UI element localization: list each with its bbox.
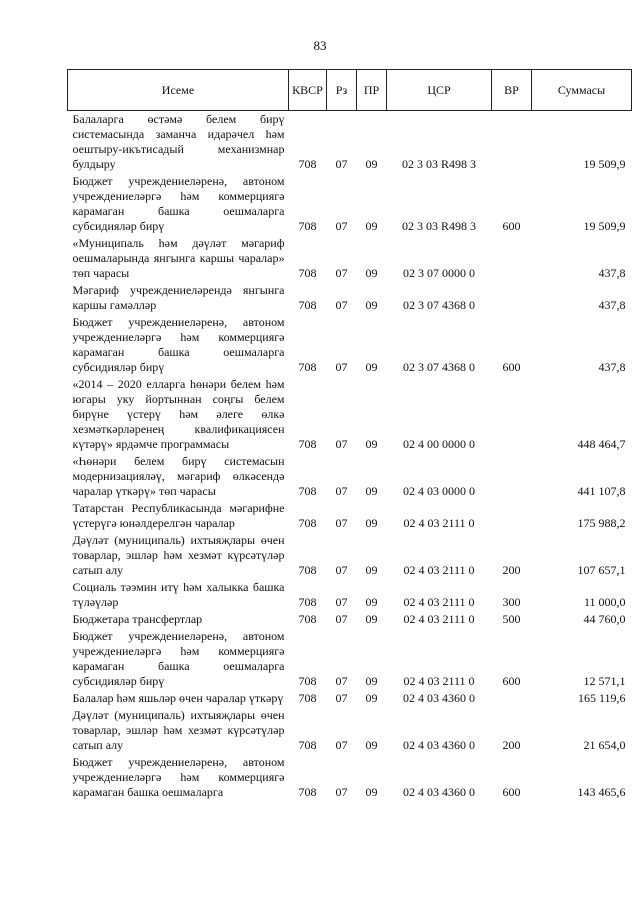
row-kvsr: 708: [298, 484, 317, 498]
row-csr: 02 3 07 0000 0: [403, 266, 475, 280]
row-kvsr: 708: [298, 266, 317, 280]
row-name: «Һөнәри белем бирү системасын модернизацияләү, мәгариф өлкәсендә чаралар үткәрү» төп чарасы: [72, 454, 285, 498]
row-pr: 09: [365, 157, 378, 171]
row-sum: 441 107,8: [577, 484, 626, 498]
row-vr: 300: [502, 595, 521, 609]
header-kvsr: КВСР: [289, 70, 327, 111]
row-csr: 02 3 03 R498 3: [401, 219, 476, 233]
row-sum: 143 465,6: [577, 785, 626, 799]
row-pr: 09: [365, 785, 378, 799]
table-header: [68, 70, 632, 111]
row-sum: 165 119,6: [577, 691, 626, 705]
row-csr: 02 4 03 2111 0: [403, 595, 475, 609]
row-rz: 07: [335, 612, 348, 626]
row-pr: 09: [365, 563, 378, 577]
row-rz: 07: [335, 484, 348, 498]
row-kvsr: 708: [298, 437, 317, 451]
row-pr: 09: [365, 484, 378, 498]
row-csr: 02 3 03 R498 3: [401, 157, 476, 171]
row-pr: 09: [365, 266, 378, 280]
row-pr: 09: [365, 437, 378, 451]
row-pr: 09: [365, 595, 378, 609]
row-rz: 07: [335, 595, 348, 609]
row-vr: 600: [502, 219, 521, 233]
row-pr: 09: [365, 298, 378, 312]
table-row: [68, 532, 632, 579]
row-pr: 09: [365, 516, 378, 530]
row-rz: 07: [335, 563, 348, 577]
table-row: [68, 690, 632, 707]
row-pr: 09: [365, 674, 378, 688]
row-sum: 44 760,0: [583, 612, 626, 626]
row-vr: 600: [502, 785, 521, 799]
row-sum: 19 509,9: [583, 157, 626, 171]
row-csr: 02 4 03 2111 0: [403, 563, 475, 577]
row-sum: 19 509,9: [583, 219, 626, 233]
row-sum: 175 988,2: [577, 516, 626, 530]
row-rz: 07: [335, 785, 348, 799]
table-row: [68, 235, 632, 282]
row-kvsr: 708: [298, 612, 317, 626]
table-row: [68, 111, 632, 174]
row-csr: 02 4 03 2111 0: [403, 516, 475, 530]
row-name: Бюджет учреждениеләренә, автоном учреждениеләргә һәм коммерциягә карамаган башка оешмаларга субсидияләр бирү: [72, 174, 285, 233]
row-sum: 21 654,0: [583, 738, 626, 752]
row-csr: 02 4 03 4360 0: [403, 785, 475, 799]
table-row: [68, 611, 632, 628]
table-row: [68, 579, 632, 611]
header-name: Исеме: [68, 70, 289, 111]
row-rz: 07: [335, 266, 348, 280]
row-rz: 07: [335, 157, 348, 171]
row-rz: 07: [335, 674, 348, 688]
table-row: [68, 754, 632, 801]
header-sum: Суммасы: [532, 70, 632, 111]
row-kvsr: 708: [298, 691, 317, 705]
row-kvsr: 708: [298, 595, 317, 609]
row-rz: 07: [335, 219, 348, 233]
row-vr: [492, 690, 532, 707]
row-name: Бюджет учреждениеләренә, автоном учреждениеләргә һәм коммерциягә карамаган башка оешмаларга: [72, 755, 285, 799]
row-sum: 437,8: [598, 360, 626, 374]
table-row: [68, 707, 632, 754]
row-vr: 600: [502, 674, 521, 688]
row-name: Мәгариф учреждениеләрендә янгынга каршы гамәлләр: [72, 283, 285, 312]
row-sum: 11 000,0: [583, 595, 626, 609]
row-kvsr: 708: [298, 360, 317, 374]
page-number: 83: [313, 38, 327, 53]
table-row: [68, 314, 632, 376]
row-rz: 07: [335, 298, 348, 312]
header-rz: Рз: [327, 70, 357, 111]
row-name: Татарстан Республикасында мәгарифне үстерүгә юнәлдерелгән чаралар: [72, 501, 285, 530]
row-rz: 07: [335, 437, 348, 451]
row-rz: 07: [335, 516, 348, 530]
row-vr: [492, 376, 532, 453]
row-rz: 07: [335, 360, 348, 374]
table-row: [68, 173, 632, 235]
row-csr: 02 4 03 2111 0: [403, 674, 475, 688]
row-name: «2014 – 2020 елларга һөнәри белем һәм югары уку йортыннан соңгы белем бирүне үстерү һәм әлеге өлкә хезмәткәрләренең квалификациясен күтәрү» ярдәмче программасы: [72, 377, 285, 451]
row-pr: 09: [365, 738, 378, 752]
row-pr: 09: [365, 360, 378, 374]
row-vr: [492, 500, 532, 532]
row-pr: 09: [365, 691, 378, 705]
row-pr: 09: [365, 219, 378, 233]
row-rz: 07: [335, 691, 348, 705]
row-csr: 02 3 07 4368 0: [403, 360, 475, 374]
header-csr: ЦСР: [387, 70, 492, 111]
row-pr: 09: [365, 612, 378, 626]
row-vr: [492, 282, 532, 314]
row-kvsr: 708: [298, 219, 317, 233]
row-name: Бюджетара трансфертлар: [72, 612, 203, 626]
table-row: [68, 628, 632, 690]
row-csr: 02 4 00 0000 0: [403, 437, 475, 451]
table-body: [68, 111, 632, 802]
row-sum: 107 657,1: [577, 563, 626, 577]
row-name: Бюджет учреждениеләренә, автоном учреждениеләргә һәм коммерциягә карамаган башка оешмаларга субсидияләр бирү: [72, 629, 285, 688]
row-kvsr: 708: [298, 298, 317, 312]
header-pr: ПР: [357, 70, 387, 111]
table-row: [68, 376, 632, 453]
row-name: Бюджет учреждениеләренә, автоном учреждениеләргә һәм коммерциягә карамаган башка оешмаларга субсидияләр бирү: [72, 315, 285, 374]
row-csr: 02 3 07 4368 0: [403, 298, 475, 312]
row-kvsr: 708: [298, 785, 317, 799]
row-vr: 600: [502, 360, 521, 374]
row-vr: [492, 453, 532, 500]
row-sum: 448 464,7: [577, 437, 626, 451]
row-sum: 437,8: [598, 298, 626, 312]
row-kvsr: 708: [298, 738, 317, 752]
row-vr: 500: [502, 612, 521, 626]
row-vr: [492, 235, 532, 282]
header-vr: ВР: [492, 70, 532, 111]
table-row: [68, 282, 632, 314]
table-row: [68, 500, 632, 532]
row-name: Социаль тәэмин итү һәм халыкка башка түләүләр: [72, 580, 285, 609]
row-name: «Муниципаль һәм дәүләт мәгариф оешмаларында янгынга каршы чаралар» төп чарасы: [72, 236, 285, 280]
row-vr: 200: [502, 563, 521, 577]
row-name: Балалар һәм яшьләр өчен чаралар үткәрү: [72, 691, 284, 705]
row-csr: 02 4 03 2111 0: [403, 612, 475, 626]
row-csr: 02 4 03 4360 0: [403, 691, 475, 705]
row-kvsr: 708: [298, 563, 317, 577]
row-sum: 437,8: [598, 266, 626, 280]
row-rz: 07: [335, 738, 348, 752]
row-kvsr: 708: [298, 516, 317, 530]
row-csr: 02 4 03 0000 0: [403, 484, 475, 498]
row-vr: 200: [502, 738, 521, 752]
table-row: [68, 453, 632, 500]
row-name: Балаларга өстәмә белем бирү системасында заманча идарәчел һәм оештыру-икътисадый механизмнар булдыру: [72, 112, 285, 171]
row-kvsr: 708: [298, 157, 317, 171]
row-name: Дәүләт (муниципаль) ихтыяҗлары өчен товарлар, эшләр һәм хезмәт күрсәтүләр сатып алу: [72, 708, 285, 752]
row-kvsr: 708: [298, 674, 317, 688]
row-name: Дәүләт (муниципаль) ихтыяҗлары өчен товарлар, эшләр һәм хезмәт күрсәтүләр сатып алу: [72, 533, 285, 577]
row-csr: 02 4 03 4360 0: [403, 738, 475, 752]
budget-table: [67, 69, 632, 801]
row-vr: [492, 111, 532, 174]
row-sum: 12 571,1: [583, 674, 626, 688]
